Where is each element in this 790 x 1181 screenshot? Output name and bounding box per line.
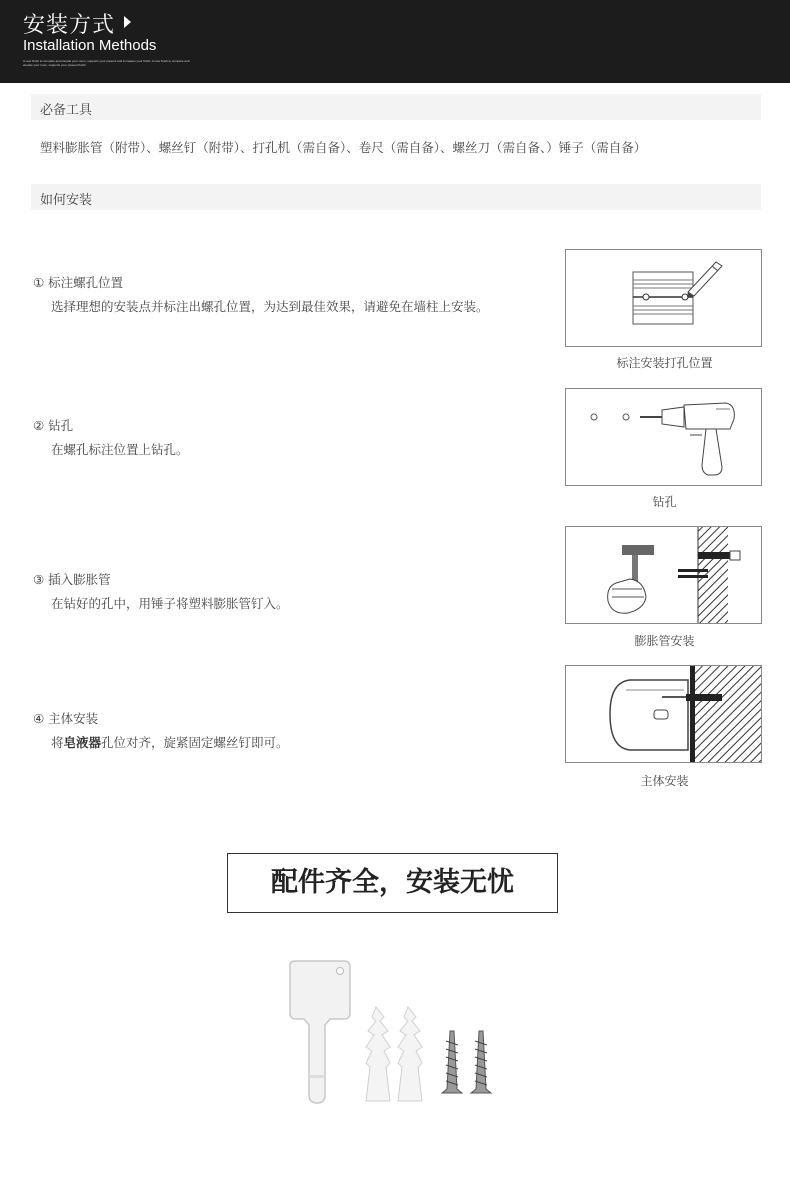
step-4-figure bbox=[565, 665, 762, 763]
step-4-desc-bold: 皂液器 bbox=[63, 735, 102, 750]
hammer-anchor-icon bbox=[566, 527, 761, 623]
install-heading: 如何安装 bbox=[40, 193, 93, 208]
key-icon bbox=[290, 961, 350, 1103]
header-title-en: Installation Methods bbox=[23, 37, 157, 54]
wall-anchor-icon bbox=[366, 1007, 422, 1101]
drill-icon bbox=[566, 389, 761, 485]
step-3-desc: 在钻好的孔中，用锤子将塑料膨胀管钉入。 bbox=[51, 596, 289, 611]
step-2 bbox=[33, 416, 189, 458]
screw-icon bbox=[442, 1031, 491, 1093]
step-2-title: ② 钻孔 bbox=[33, 418, 74, 433]
step-4-desc bbox=[51, 733, 289, 751]
step-4-desc-prefix: 将 bbox=[51, 735, 64, 750]
step-1 bbox=[33, 273, 489, 315]
dispenser-mount-icon bbox=[566, 666, 761, 762]
tools-list: 塑料膨胀管（附带）、螺丝钉（附带）、打孔机（需自备）、卷尺（需自备）、螺丝刀（需自备、）锤子（需自备） bbox=[40, 140, 647, 155]
step-1-title: ① 标注螺孔位置 bbox=[33, 275, 124, 290]
parts-illustration bbox=[270, 955, 510, 1119]
header-fine-print: A new finish to compare and elevate your room, supports your present and increases your finish. A new finish to compare and elevate your room, supports your present finish. bbox=[23, 59, 190, 67]
step-3 bbox=[33, 570, 289, 612]
step-4 bbox=[33, 709, 289, 751]
header-title-cn: 安装方式 bbox=[23, 13, 116, 38]
step-3-figure bbox=[565, 526, 762, 624]
step-1-figure bbox=[565, 249, 762, 347]
step-4-desc-suffix: 孔位对齐，旋紧固定螺丝钉即可。 bbox=[101, 735, 289, 750]
step-1-caption: 标注安装打孔位置 bbox=[616, 356, 713, 370]
step-1-desc: 选择理想的安装点并标注出螺孔位置，为达到最佳效果，请避免在墙柱上安装。 bbox=[51, 299, 489, 314]
tools-section-bar bbox=[31, 94, 761, 120]
accessories-banner bbox=[227, 853, 558, 913]
step-4-caption: 主体安装 bbox=[640, 774, 689, 788]
step-3-title: ③ 插入膨胀管 bbox=[33, 572, 111, 587]
banner-text: 配件齐全，安装无忧 bbox=[271, 867, 514, 898]
install-section-bar bbox=[31, 184, 761, 210]
step-3-caption: 膨胀管安装 bbox=[634, 634, 695, 648]
step-2-caption: 钻孔 bbox=[652, 495, 677, 509]
step-2-figure bbox=[565, 388, 762, 486]
triangle-right-icon bbox=[124, 16, 131, 28]
tools-heading: 必备工具 bbox=[40, 103, 93, 118]
page-header bbox=[0, 0, 790, 83]
mark-holes-icon bbox=[566, 250, 761, 346]
step-2-desc: 在螺孔标注位置上钻孔。 bbox=[51, 442, 189, 457]
step-4-title: ④ 主体安装 bbox=[33, 711, 99, 726]
